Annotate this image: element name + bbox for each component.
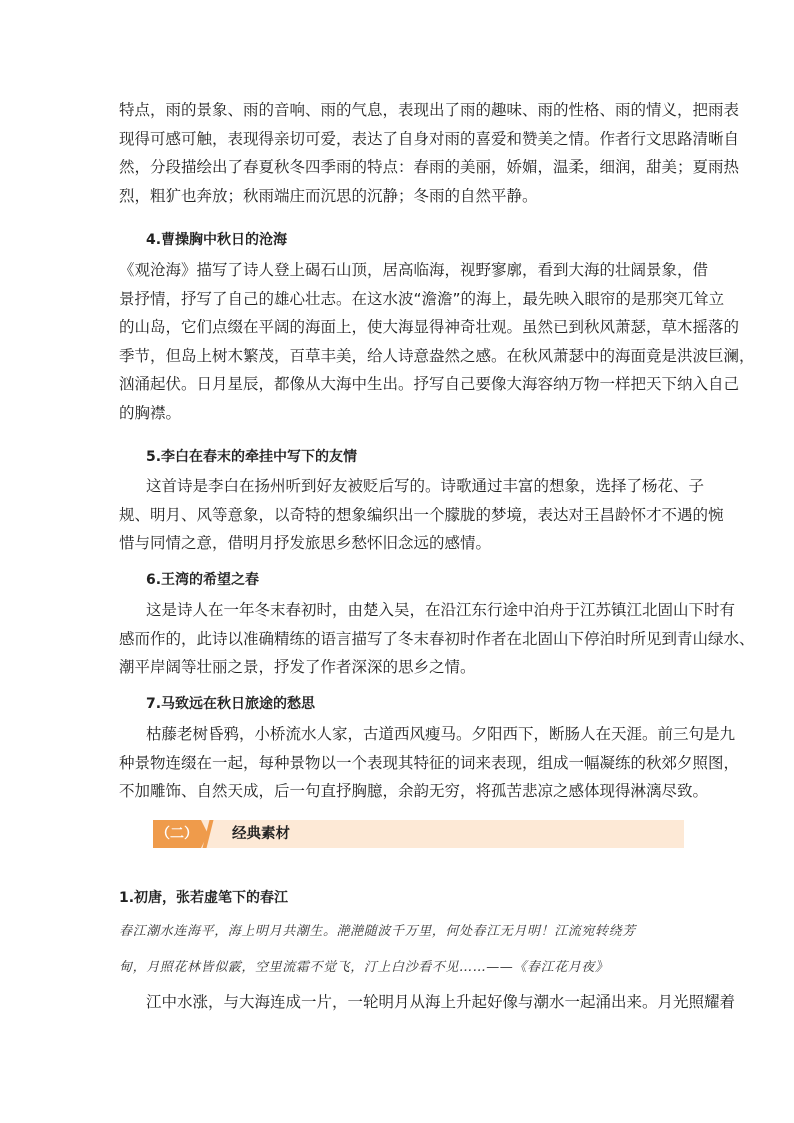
text-line: 季节，但岛上树木繁茂，百草丰美，给人诗意盎然之感。在秋风萧瑟中的海面竟是洪波巨澜， [119, 346, 755, 365]
text-line: 景抒情，抒写了自己的雄心壮志。在这水波“澹澹”的海上，最先映入眼帘的是那突兀耸立 [119, 289, 725, 308]
text-line: 《观沧海》描写了诗人登上碣石山顶，居高临海，视野寥廓，看到大海的壮阔景象，借 [119, 261, 709, 279]
text-line: 潮平岸阔等壮丽之景，抒发了作者深深的思乡之情。 [119, 658, 476, 677]
section-band-title: 经典素材 [232, 826, 290, 842]
text-line: 种景物连缀在一起，每种景物以一个表现其特征的词来表现，组成一幅凝练的秋郊夕照图， [119, 753, 740, 772]
text-line: 规、明月、风等意象，以奇特的想象编织出一个朦胧的梦境，表达对王昌龄怀才不遇的惋 [119, 505, 724, 524]
text-line: 感而作的，此诗以准确精练的语言描写了冬末春初时作者在北固山下停泊时所见到青山绿水、 [119, 629, 755, 648]
poem-quote [119, 914, 679, 986]
section-paragraph-5 [119, 472, 724, 558]
text-line: 枯藤老树昏鸦，小桥流水人家，古道西风瘦马。夕阳西下，断肠人在天涯。前三句是九 [146, 725, 736, 743]
text-line: 汹涌起伏。日月星辰，都像从大海中生出。抒写自己要像大海容纳万物一样把天下纳入自己 [119, 375, 740, 394]
text-line: 然，分段描绘出了春夏秋冬四季雨的特点：春雨的美丽，娇媚，温柔，细润，甜美；夏雨热 [119, 158, 740, 177]
poem-line: 甸，月照花林皆似霰，空里流霜不觉飞，汀上白沙看不见……——《春江花月夜》 [119, 960, 609, 975]
text-line: 的胸襟。 [119, 403, 182, 422]
material-heading-1: 1.初唐，张若虚笔下的春江 [119, 890, 289, 906]
section-heading-4: 4.曹操胸中秋日的沧海 [146, 232, 288, 248]
section-heading-7: 7.马致远在秋日旅途的愁思 [146, 696, 316, 712]
section-heading-5: 5.李白在春末的牵挂中写下的友情 [146, 449, 358, 465]
text-line: 江中水涨，与大海连成一片，一轮明月从海上升起好像与潮水一起涌出来。月光照耀着 [146, 993, 736, 1011]
text-line: 烈，粗犷也奔放；秋雨端庄而沉思的沉静；冬雨的自然平静。 [119, 186, 538, 205]
text-line: 现得可感可触，表现得亲切可爱，表达了自身对雨的喜爱和赞美之情。作者行文思路清晰自 [119, 129, 740, 148]
intro-paragraph [119, 96, 740, 210]
poem-line: 春江潮水连海平，海上明月共潮生。滟滟随波千万里，何处春江无月明！江流宛转绕芳 [119, 924, 636, 939]
section-heading-6: 6.王湾的希望之春 [146, 572, 260, 588]
text-line: 惜与同情之意，借明月抒发旅思乡愁怀旧念远的感情。 [119, 534, 492, 553]
material-paragraph-1 [119, 988, 736, 1017]
section-tag: （二） [153, 820, 201, 848]
text-line: 这首诗是李白在扬州听到好友被贬后写的。诗歌通过丰富的想象，选择了杨花、子 [146, 477, 705, 495]
text-line: 这是诗人在一年冬末春初时，由楚入吴，在沿江东行途中泊舟于江苏镇江北固山下时有 [146, 601, 736, 619]
text-line: 不加雕饰、自然天成，后一句直抒胸臆，余韵无穷，将孤苦悲凉之感体现得淋漓尽致。 [119, 782, 709, 801]
section-paragraph-4 [119, 256, 755, 428]
section-paragraph-7 [119, 720, 740, 806]
text-line: 的山岛，它们点缀在平阔的海面上，使大海显得神奇壮观。虽然已到秋风萧瑟，草木摇落的 [119, 318, 740, 337]
section-paragraph-6 [119, 596, 755, 682]
text-line: 特点，雨的景象、雨的音响、雨的气息，表现出了雨的趣味、雨的性格、雨的情义，把雨表 [119, 101, 740, 119]
